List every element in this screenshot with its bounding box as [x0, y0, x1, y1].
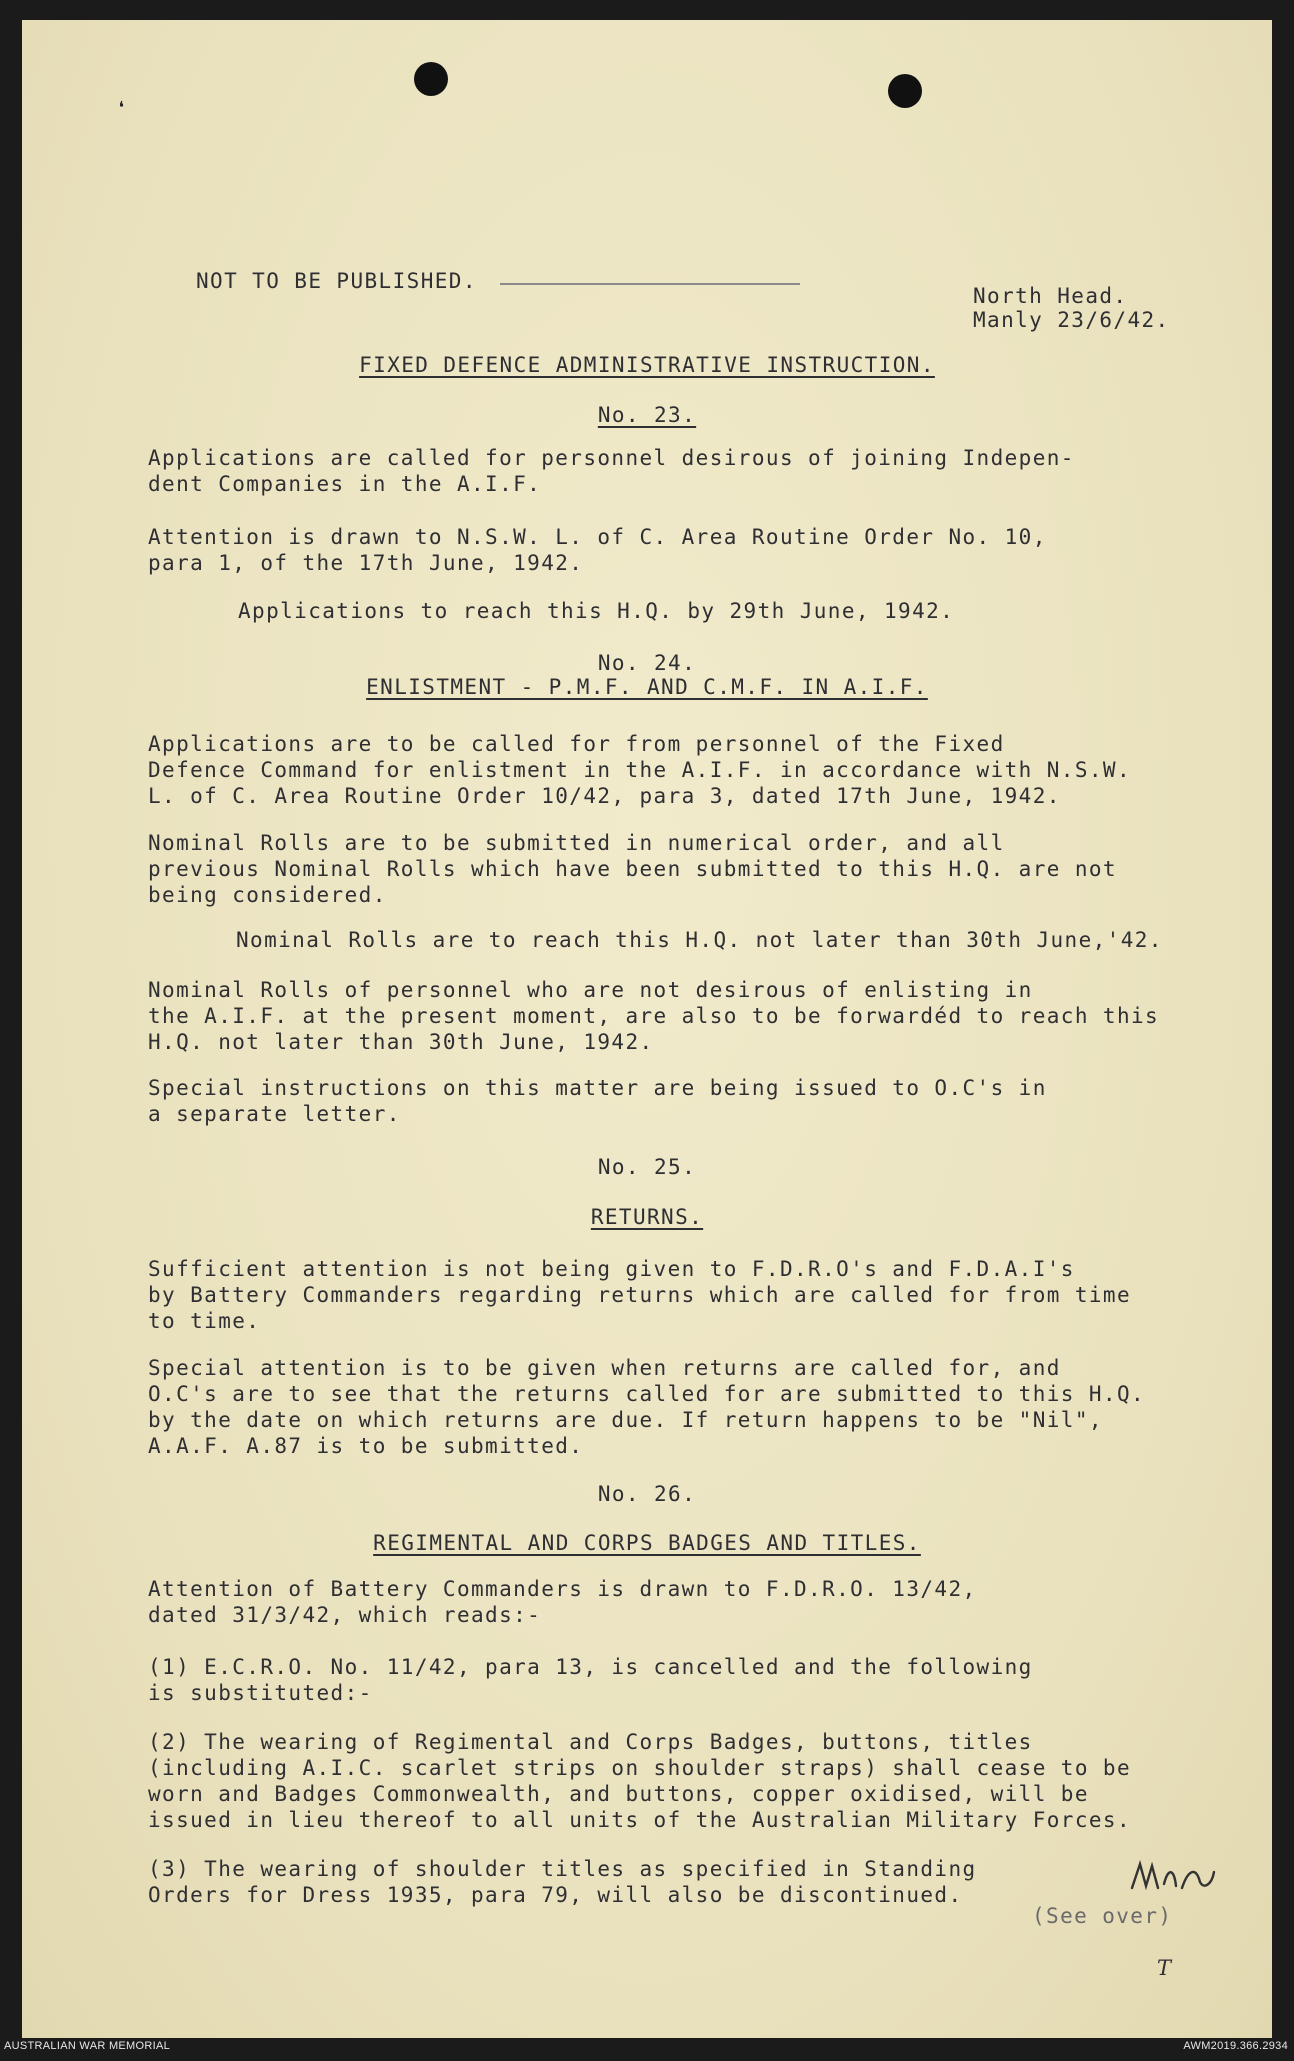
paragraph: Applications are called for personnel desirous of joining Indepen- dent Companies in the A.I.F.: [148, 446, 1075, 496]
header-location: North Head.: [973, 284, 1128, 308]
struck-out-text: [500, 283, 800, 285]
paragraph: Sufficient attention is not being given to F.D.R.O's and F.D.A.I's by Battery Commanders regarding returns which are called for from time to time.: [148, 1257, 1132, 1333]
paragraph: Special attention is to be given when returns are called for, and O.C's are to see that the returns called for are submitted to this H.Q. by the date on which returns are due. If return happens to be "Nil", A.A.F. A.87 is to be submitted.: [148, 1356, 1146, 1458]
header-restriction: NOT TO BE PUBLISHED.: [196, 269, 477, 293]
section-number: No. 25.: [597, 1155, 697, 1179]
paragraph: Special instructions on this matter are being issued to O.C's in a separate letter.: [148, 1076, 1047, 1126]
paragraph: (2) The wearing of Regimental and Corps Badges, buttons, titles (including A.I.C. scarlet strips on shoulder straps) shall cease to be worn and Badges Commonwealth, and buttons, copper oxidised, will be issued in lieu thereof to all units of the Australian Military Forces.: [148, 1730, 1132, 1832]
see-over-note: (See over): [1032, 1904, 1173, 1928]
paragraph: Attention is drawn to N.S.W. L. of C. Area Routine Order No. 10, para 1, of the 17th June, 1942.: [148, 525, 1047, 575]
paragraph: Nominal Rolls are to be submitted in numerical order, and all previous Nominal Rolls which have been submitted to this H.Q. are not being considered.: [148, 831, 1117, 907]
section-heading: REGIMENTAL AND CORPS BADGES AND TITLES.: [373, 1531, 921, 1555]
punch-hole-left: [414, 62, 448, 96]
paragraph: Attention of Battery Commanders is drawn to F.D.R.O. 13/42, dated 31/3/42, which reads:-: [148, 1577, 977, 1627]
paragraph: Nominal Rolls are to reach this H.Q. not later than 30th June,'42.: [236, 928, 1163, 952]
punch-hole-right: [888, 74, 922, 108]
archive-credit: AUSTRALIAN WAR MEMORIAL: [4, 2040, 171, 2052]
document-title: FIXED DEFENCE ADMINISTRATIVE INSTRUCTION.: [359, 353, 935, 377]
paragraph: (1) E.C.R.O. No. 11/42, para 13, is cancelled and the following is substituted:-: [148, 1655, 1033, 1705]
paragraph: Applications are to be called for from personnel of the Fixed Defence Command for enlistment in the A.I.F. in accordance with N.S.W. L. of C. Area Routine Order 10/42, para 3, dated 17th June, 1942.: [148, 732, 1132, 808]
ink-mark: ❛: [115, 98, 129, 123]
archive-reference: AWM2019.366.2934: [1183, 2040, 1288, 2052]
section-heading: ENLISTMENT - P.M.F. AND C.M.F. IN A.I.F.: [366, 675, 928, 699]
paragraph: Nominal Rolls of personnel who are not desirous of enlisting in the A.I.F. at the present moment, are also to be forwardéd to reach this H.Q. not later than 30th June, 1942.: [148, 978, 1160, 1054]
paragraph: Applications to reach this H.Q. by 29th June, 1942.: [238, 599, 955, 623]
section-number: No. 24.: [597, 651, 697, 675]
handwritten-initials: [1128, 1858, 1218, 1898]
section-number: No. 26.: [597, 1482, 697, 1506]
page-mark: T: [1157, 1956, 1173, 1980]
section-heading: RETURNS.: [590, 1205, 704, 1229]
section-number: No. 23.: [597, 403, 697, 427]
header-date: Manly 23/6/42.: [973, 308, 1170, 332]
paragraph: (3) The wearing of shoulder titles as specified in Standing Orders for Dress 1935, para 79, will also be discontinued.: [148, 1857, 977, 1907]
